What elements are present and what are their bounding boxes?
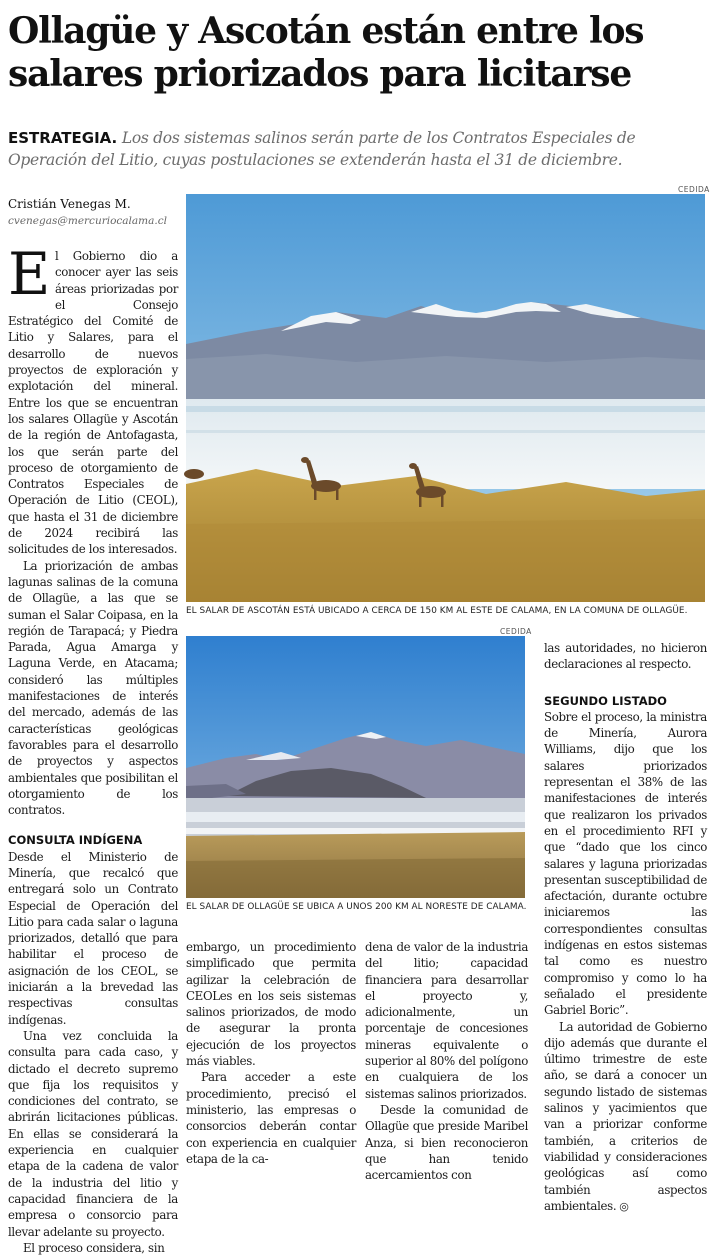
body-column-4 — [544, 640, 707, 1215]
paragraph: Desde el Ministerio de Minería, que recalcó que entregará solo un Contrato Especial de Operación del Litio para cada salar o laguna priorizados, detalló que para habilitar el proceso de asignación de los CEOL, se iniciarán a la brevedad las respectivas consultas indígenas. — [8, 849, 178, 1027]
paragraph: Para acceder a este procedimiento, precisó el ministerio, las empresas o consorcios deberán contar con experiencia en cualquier etapa de la ca- — [186, 1070, 356, 1166]
paragraph-intro: El Gobierno dio a conocer ayer las seis áreas priorizadas por el Consejo Estratégico del Comité de Litio y Salares, para el desarrollo de nuevos proyectos de exploración y explotación del mineral. Entre los que se encuentran los salares Ollagüe y Ascotán de la región de Antofagasta, los que serán parte del proceso de otorgamiento de Contratos Especiales de Operación de Litio (CEOL), que hasta el 31 de diciembre de 2024 recibirá las solicitudes de los interesados. — [8, 240, 178, 557]
paragraph: embargo, un procedimiento simplificado que permita agilizar la celebración de CEOLes en los seis sistemas salinos priorizados, de modo de asegurar la pronta ejecución de los proyectos más viables. — [186, 940, 356, 1069]
dropcap: E — [8, 240, 50, 308]
subhead-consulta-indigena: CONSULTA INDÍGENA — [8, 833, 143, 848]
paragraph: Una vez concluida la consulta para cada caso, y dictado el decreto supremo que fija los requisitos y condiciones del contrato, se abrirán licitaciones públicas. En ellas se considerará la experiencia en cualquier etapa de la cadena de valor de la industria del litio y capacidad financiera de la empresa o consorcio para llevar adelante su proyecto. — [8, 1028, 178, 1239]
paragraph: El proceso considera, sin — [23, 1240, 165, 1255]
body-column-2 — [186, 939, 356, 1167]
photo1-credit: CEDIDA — [678, 185, 710, 194]
end-mark-icon: ◎ — [619, 1199, 629, 1213]
lead-text: Los dos sistemas salinos serán parte de los Contratos Especiales de Operación del Litio, cuyas postulaciones se extenderán hasta el 31 de diciembre. — [8, 129, 636, 169]
body-column-1 — [8, 240, 178, 1256]
photo1-caption: EL SALAR DE ASCOTÁN ESTÁ UBICADO A CERCA DE 150 KM AL ESTE DE CALAMA, EN LA COMUNA DE OLLAGÜE. — [186, 606, 688, 616]
lead-kicker: ESTRATEGIA. — [8, 129, 118, 147]
photo-salar-ollague — [186, 636, 525, 898]
ollague-landscape-image — [186, 636, 525, 898]
byline — [8, 197, 183, 227]
subhead-segundo-listado: SEGUNDO LISTADO — [544, 693, 667, 708]
author-name: Cristián Venegas M. — [8, 197, 131, 211]
paragraph: La autoridad de Gobierno dijo además que durante el último trimestre de este año, se dará a conocer un segundo listado de sistemas salinos y yacimientos que van a priorizar conforme también, a criterios de viabilidad y consideraciones geológicas así como también aspectos ambientales. ◎ — [544, 1019, 707, 1213]
paragraph: dena de valor de la industria del litio; capacidad financiera para desarrollar el proyecto y, adicionalmente, un porcentaje de concesiones mineras equivalente o superior al 80% del polígono en cualquiera de los sistemas salinos priorizados. — [365, 940, 528, 1101]
photo-salar-ascotan — [186, 194, 705, 602]
headline: Ollagüe y Ascotán están entre los salares priorizados para licitarse — [8, 10, 644, 95]
body-column-3 — [365, 939, 528, 1183]
lead-paragraph — [8, 127, 708, 171]
photo2-caption: EL SALAR DE OLLAGÜE SE UBICA A UNOS 200 KM AL NORESTE DE CALAMA. — [186, 902, 527, 912]
ascotan-landscape-image — [186, 194, 705, 602]
photo2-credit: CEDIDA — [500, 627, 532, 636]
author-email[interactable]: cvenegas@mercuriocalama.cl — [8, 215, 167, 227]
paragraph: las autoridades, no hicieron declaraciones al respecto. — [544, 641, 707, 672]
paragraph: La priorización de ambas lagunas salinas de la comuna de Ollagüe, a las que se suman el Salar Coipasa, en la región de Tarapacá; y Piedra Parada, Agua Amarga y Laguna Verde, en Atacama; consideró las múltiples manifestaciones de interés del mercado, además de las características geológicas favorables para el desarrollo de proyectos y aspectos ambientales que posibilitan el otorgamiento de los contratos. — [8, 558, 178, 818]
paragraph: Sobre el proceso, la ministra de Minería, Aurora Williams, dijo que los salares priorizados representan el 38% de las manifestaciones de interés que realizaron los privados en el procedimiento RFI y que “dado que los cinco salares y laguna priorizadas presentan susceptibilidad de afectación, durante octubre iniciaremos las correspondientes consultas indígenas en estos sistemas tal como es nuestro compromiso y como lo ha señalado el presidente Gabriel Boric”. — [544, 709, 707, 1018]
paragraph: Desde la comunidad de Ollagüe que preside Maribel Anza, si bien reconocieron que han tenido acercamientos con — [365, 1102, 528, 1183]
